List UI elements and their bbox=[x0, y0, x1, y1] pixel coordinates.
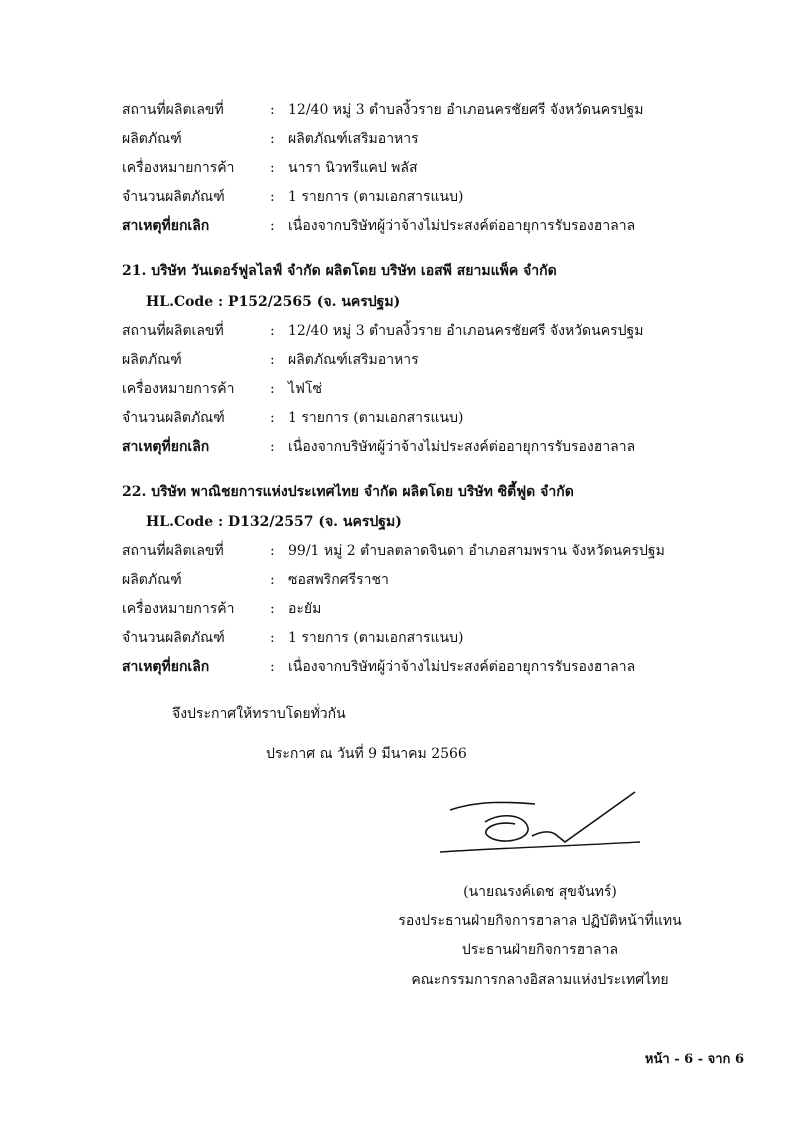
signatory-title-3: คณะกรรมการกลางอิสลามแห่งประเทศไทย bbox=[411, 972, 669, 988]
page-label: หน้า - bbox=[644, 1052, 680, 1067]
reason-label: สาเหตุที่ยกเลิก bbox=[122, 659, 210, 675]
place-value: 99/1 หมู่ 2 ตำบลตลาดจินดา อำเภอสามพราน จังหวัดนครปฐม bbox=[288, 543, 665, 559]
place-label: สถานที่ผลิตเลขที่ bbox=[122, 102, 224, 118]
product-label: ผลิตภัณฑ์ bbox=[122, 352, 182, 368]
colon: : bbox=[270, 323, 275, 339]
colon: : bbox=[270, 189, 275, 205]
signatory-title-1: รองประธานฝ่ายกิจการฮาลาล ปฏิบัติหน้าที่แทน bbox=[398, 913, 682, 929]
place-value: 12/40 หมู่ 3 ตำบลงิ้วราย อำเภอนครชัยศรี จังหวัดนครปฐม bbox=[288, 323, 644, 339]
reason-label: สาเหตุที่ยกเลิก bbox=[122, 439, 210, 455]
product-value: ซอสพริกศรีราชา bbox=[288, 572, 389, 588]
colon: : bbox=[270, 543, 275, 559]
signatory-title-2: ประธานฝ่ายกิจการฮาลาล bbox=[461, 942, 619, 958]
colon: : bbox=[270, 630, 275, 646]
of-label: - จาก bbox=[697, 1052, 731, 1067]
product-label: ผลิตภัณฑ์ bbox=[122, 131, 182, 147]
entry22-hlcode: HL.Code : D132/2557 (จ. นครปฐม) bbox=[146, 514, 402, 530]
colon: : bbox=[270, 352, 275, 368]
trademark-label: เครื่องหมายการค้า bbox=[122, 601, 235, 617]
page-number-footer bbox=[645, 1048, 744, 1069]
colon: : bbox=[270, 659, 275, 675]
signature-image bbox=[440, 790, 640, 860]
quantity-label: จำนวนผลิตภัณฑ์ bbox=[122, 630, 225, 646]
quantity-value: 1 รายการ (ตามเอกสารแนบ) bbox=[288, 630, 464, 646]
quantity-label: จำนวนผลิตภัณฑ์ bbox=[122, 410, 225, 426]
trademark-label: เครื่องหมายการค้า bbox=[122, 160, 235, 176]
product-label: ผลิตภัณฑ์ bbox=[122, 572, 182, 588]
quantity-value: 1 รายการ (ตามเอกสารแนบ) bbox=[288, 189, 464, 205]
trademark-value: นารา นิวทรีแคป พลัส bbox=[288, 160, 418, 176]
colon: : bbox=[270, 381, 275, 397]
colon: : bbox=[270, 160, 275, 176]
entry21-hlcode: HL.Code : P152/2565 (จ. นครปฐม) bbox=[146, 294, 401, 310]
total-pages: 6 bbox=[734, 1052, 744, 1067]
quantity-label: จำนวนผลิตภัณฑ์ bbox=[122, 189, 225, 205]
product-value: ผลิตภัณฑ์เสริมอาหาร bbox=[288, 352, 419, 368]
reason-value: เนื่องจากบริษัทผู้ว่าจ้างไม่ประสงค์ต่ออายุการรับรองฮาลาล bbox=[288, 659, 636, 675]
colon: : bbox=[270, 102, 275, 118]
entry21-heading: 21. บริษัท วันเดอร์ฟูลไลฟ์ จำกัด ผลิตโดย บริษัท เอสพี สยามแพ็ค จำกัด bbox=[122, 263, 557, 279]
entry22-heading: 22. บริษัท พาณิชยการแห่งประเทศไทย จำกัด ผลิตโดย บริษัท ซิตี้ฟูด จำกัด bbox=[122, 484, 574, 500]
trademark-label: เครื่องหมายการค้า bbox=[122, 381, 235, 397]
colon: : bbox=[270, 218, 275, 234]
place-value: 12/40 หมู่ 3 ตำบลงิ้วราย อำเภอนครชัยศรี จังหวัดนครปฐม bbox=[288, 102, 644, 118]
reason-value: เนื่องจากบริษัทผู้ว่าจ้างไม่ประสงค์ต่ออายุการรับรองฮาลาล bbox=[288, 439, 636, 455]
reason-value: เนื่องจากบริษัทผู้ว่าจ้างไม่ประสงค์ต่ออายุการรับรองฮาลาล bbox=[288, 218, 636, 234]
announcement-text: จึงประกาศให้ทราบโดยทั่วกัน bbox=[172, 706, 346, 722]
colon: : bbox=[270, 601, 275, 617]
trademark-value: อะยัม bbox=[288, 601, 322, 617]
trademark-value: ไฟโซ่ bbox=[288, 381, 322, 397]
colon: : bbox=[270, 131, 275, 147]
place-label: สถานที่ผลิตเลขที่ bbox=[122, 323, 224, 339]
date-line: ประกาศ ณ วันที่ 9 มีนาคม 2566 bbox=[266, 746, 467, 762]
colon: : bbox=[270, 410, 275, 426]
quantity-value: 1 รายการ (ตามเอกสารแนบ) bbox=[288, 410, 464, 426]
reason-label: สาเหตุที่ยกเลิก bbox=[122, 218, 210, 234]
signatory-name: (นายณรงค์เดช สุขจันทร์) bbox=[463, 884, 617, 900]
colon: : bbox=[270, 439, 275, 455]
colon: : bbox=[270, 572, 275, 588]
product-value: ผลิตภัณฑ์เสริมอาหาร bbox=[288, 131, 419, 147]
page-number: 6 bbox=[684, 1052, 694, 1067]
place-label: สถานที่ผลิตเลขที่ bbox=[122, 543, 224, 559]
